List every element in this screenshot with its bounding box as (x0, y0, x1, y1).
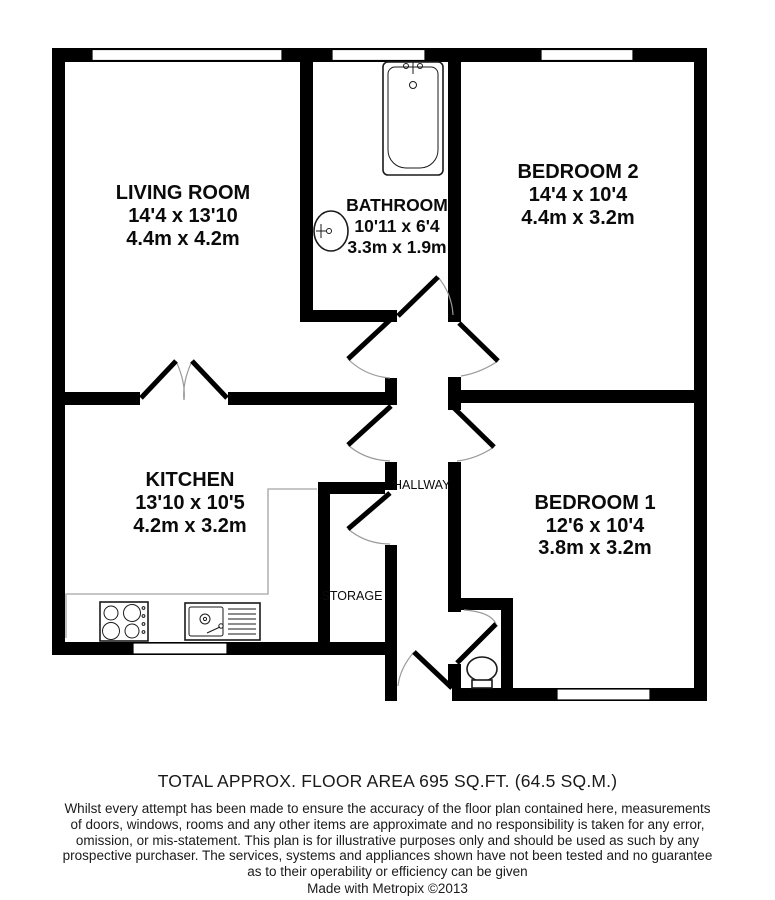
walls (52, 48, 707, 701)
bedroom2-dims-imperial: 14'4 x 10'4 (528, 184, 628, 206)
disclaimer-line-4: prospective purchaser. The services, systems and appliances shown have not been tested and no guarantee (62, 848, 713, 864)
window-kitchen (133, 643, 227, 654)
living-room-door-leaf (348, 319, 391, 359)
bedroom1-door-arc (457, 447, 494, 461)
bedroom1-door-leaf (454, 408, 494, 447)
wall-left (52, 48, 65, 655)
wall-hallway-nub-upper (385, 378, 397, 405)
storage-door-arc (348, 529, 390, 544)
living-room-dims-imperial: 14'4 x 13'10 (128, 205, 238, 227)
wall-kitchen-storage (318, 482, 330, 655)
window-living-room (92, 50, 282, 61)
wall-living-bathroom (300, 48, 313, 322)
storage-door-leaf (348, 493, 390, 529)
bedroom2-name: BEDROOM 2 (517, 161, 639, 183)
kitchen-hob-icon (100, 602, 148, 641)
wall-bedroom-divider (448, 390, 707, 403)
wall-bathroom-bedroom2 (448, 48, 461, 322)
wall-living-kitchen-right (228, 392, 397, 405)
bedroom1-dims-metric: 3.8m x 3.2m (538, 537, 652, 559)
wall-hallway-storage (385, 545, 397, 642)
double-door-leaf-left (141, 361, 176, 398)
bathroom-dims-imperial: 10'11 x 6'4 (354, 216, 440, 236)
kitchen-name: KITCHEN (145, 469, 235, 491)
living-room-dims-metric: 4.4m x 4.2m (126, 228, 240, 250)
bedroom2-dims-metric: 4.4m x 3.2m (521, 207, 635, 229)
wall-living-kitchen-left (52, 392, 140, 405)
bathroom-door-leaf (398, 277, 438, 316)
bedroom2-door-leaf (459, 323, 498, 361)
storage-label: STORAGE (321, 589, 383, 603)
kitchen-sink-icon (185, 603, 260, 640)
label-bathroom (346, 195, 448, 257)
window-bedroom2 (541, 50, 633, 61)
label-kitchen (133, 469, 246, 537)
label-bedroom2 (517, 161, 638, 229)
hallway-label: HALLWAY (393, 478, 451, 492)
wall-bathroom-bottom (300, 310, 397, 322)
label-living-room (116, 182, 250, 250)
total-area-text: TOTAL APPROX. FLOOR AREA 695 SQ.FT. (64.5 SQ.M.) (157, 771, 618, 791)
kitchen-dims-metric: 4.2m x 3.2m (133, 515, 247, 537)
wall-vestibule-left (385, 642, 397, 701)
kitchen-door-arc (348, 445, 390, 461)
living-room-door-arc (348, 359, 390, 378)
toilet-icon (467, 657, 497, 688)
label-bedroom1 (534, 492, 655, 559)
disclaimer-line-2: of doors, windows, rooms and any other items are approximate and no responsibility is taken for any error, (70, 816, 705, 832)
window-bathroom (332, 50, 425, 61)
metropix-credit: Made with Metropix ©2013 (307, 880, 468, 896)
wall-right (694, 48, 707, 701)
bathroom-name: BATHROOM (346, 195, 448, 215)
disclaimer-line-1: Whilst every attempt has been made to ensure the accuracy of the floor plan contained here, measurements (64, 801, 711, 816)
wc-door-arc (464, 610, 496, 624)
bathroom-dims-metric: 3.3m x 1.9m (347, 237, 447, 257)
bathtub-icon (383, 62, 443, 175)
wall-wc-right (501, 598, 513, 688)
footer (0, 771, 775, 897)
living-room-name: LIVING ROOM (115, 182, 251, 204)
bedroom2-door-arc (461, 361, 498, 376)
bathroom-sink-icon (314, 211, 348, 251)
bedroom1-name: BEDROOM 1 (534, 492, 656, 514)
disclaimer-line-5: as to their operability or efficiency can be given (247, 864, 528, 880)
kitchen-door-leaf (348, 406, 391, 445)
entrance-door-arc (398, 652, 414, 686)
disclaimer-line-3: omission, or mis-statement. This plan is for illustrative purposes only and should be used as such by any (75, 832, 700, 848)
double-door-leaf-right (192, 361, 227, 398)
kitchen-dims-imperial: 13'10 x 10'5 (135, 492, 245, 514)
window-bedroom1 (557, 689, 650, 700)
fixtures (66, 62, 497, 688)
bedroom1-dims-imperial: 12'6 x 10'4 (545, 515, 645, 537)
entrance-door-leaf (414, 652, 452, 688)
